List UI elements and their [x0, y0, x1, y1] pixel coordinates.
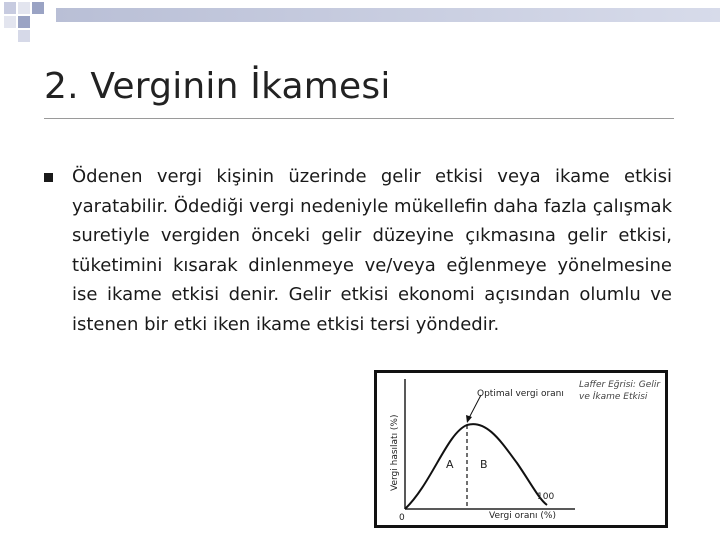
figure-caption-line2: ve İkame Etkisi	[579, 392, 648, 402]
laffer-curve-diagram	[377, 373, 665, 525]
max-rate-label: 100	[537, 492, 555, 502]
origin-label: 0	[399, 513, 405, 523]
corner-decoration	[0, 0, 60, 50]
region-b-label: B	[480, 458, 488, 471]
figure-caption-line1: Laffer Eğrisi: Gelir	[579, 380, 661, 390]
title-divider	[44, 118, 674, 119]
y-axis-label: Vergi hasılatı (%)	[390, 414, 400, 491]
laffer-curve-figure	[374, 370, 668, 528]
bullet-marker	[44, 173, 53, 182]
laffer-curve	[405, 424, 547, 509]
top-bar	[56, 8, 720, 22]
optimal-rate-label: Optimal vergi oranı	[477, 389, 564, 399]
body-paragraph: Ödenen vergi kişinin üzerinde gelir etkisi veya ikame etkisi yaratabilir. Ödediği vergi nedeniyle mükellefin daha fazla çalışmak suretiyle vergiden önceki gelir düzeyine çıkmasına gelir etkisi, tüketimini kısarak dinlenmeye ve/veya eğlenmeye yönelmesine ise ikame etkisi denir. Gelir etkisi ekonomi açısından olumlu ve istenen bir etki iken ikame etkisi tersi yöndedir.	[72, 166, 672, 335]
slide-title: 2. Verginin İkamesi	[44, 66, 391, 107]
arrow-head	[466, 415, 472, 423]
region-a-label: A	[446, 458, 454, 471]
x-axis-label: Vergi oranı (%)	[489, 511, 556, 521]
